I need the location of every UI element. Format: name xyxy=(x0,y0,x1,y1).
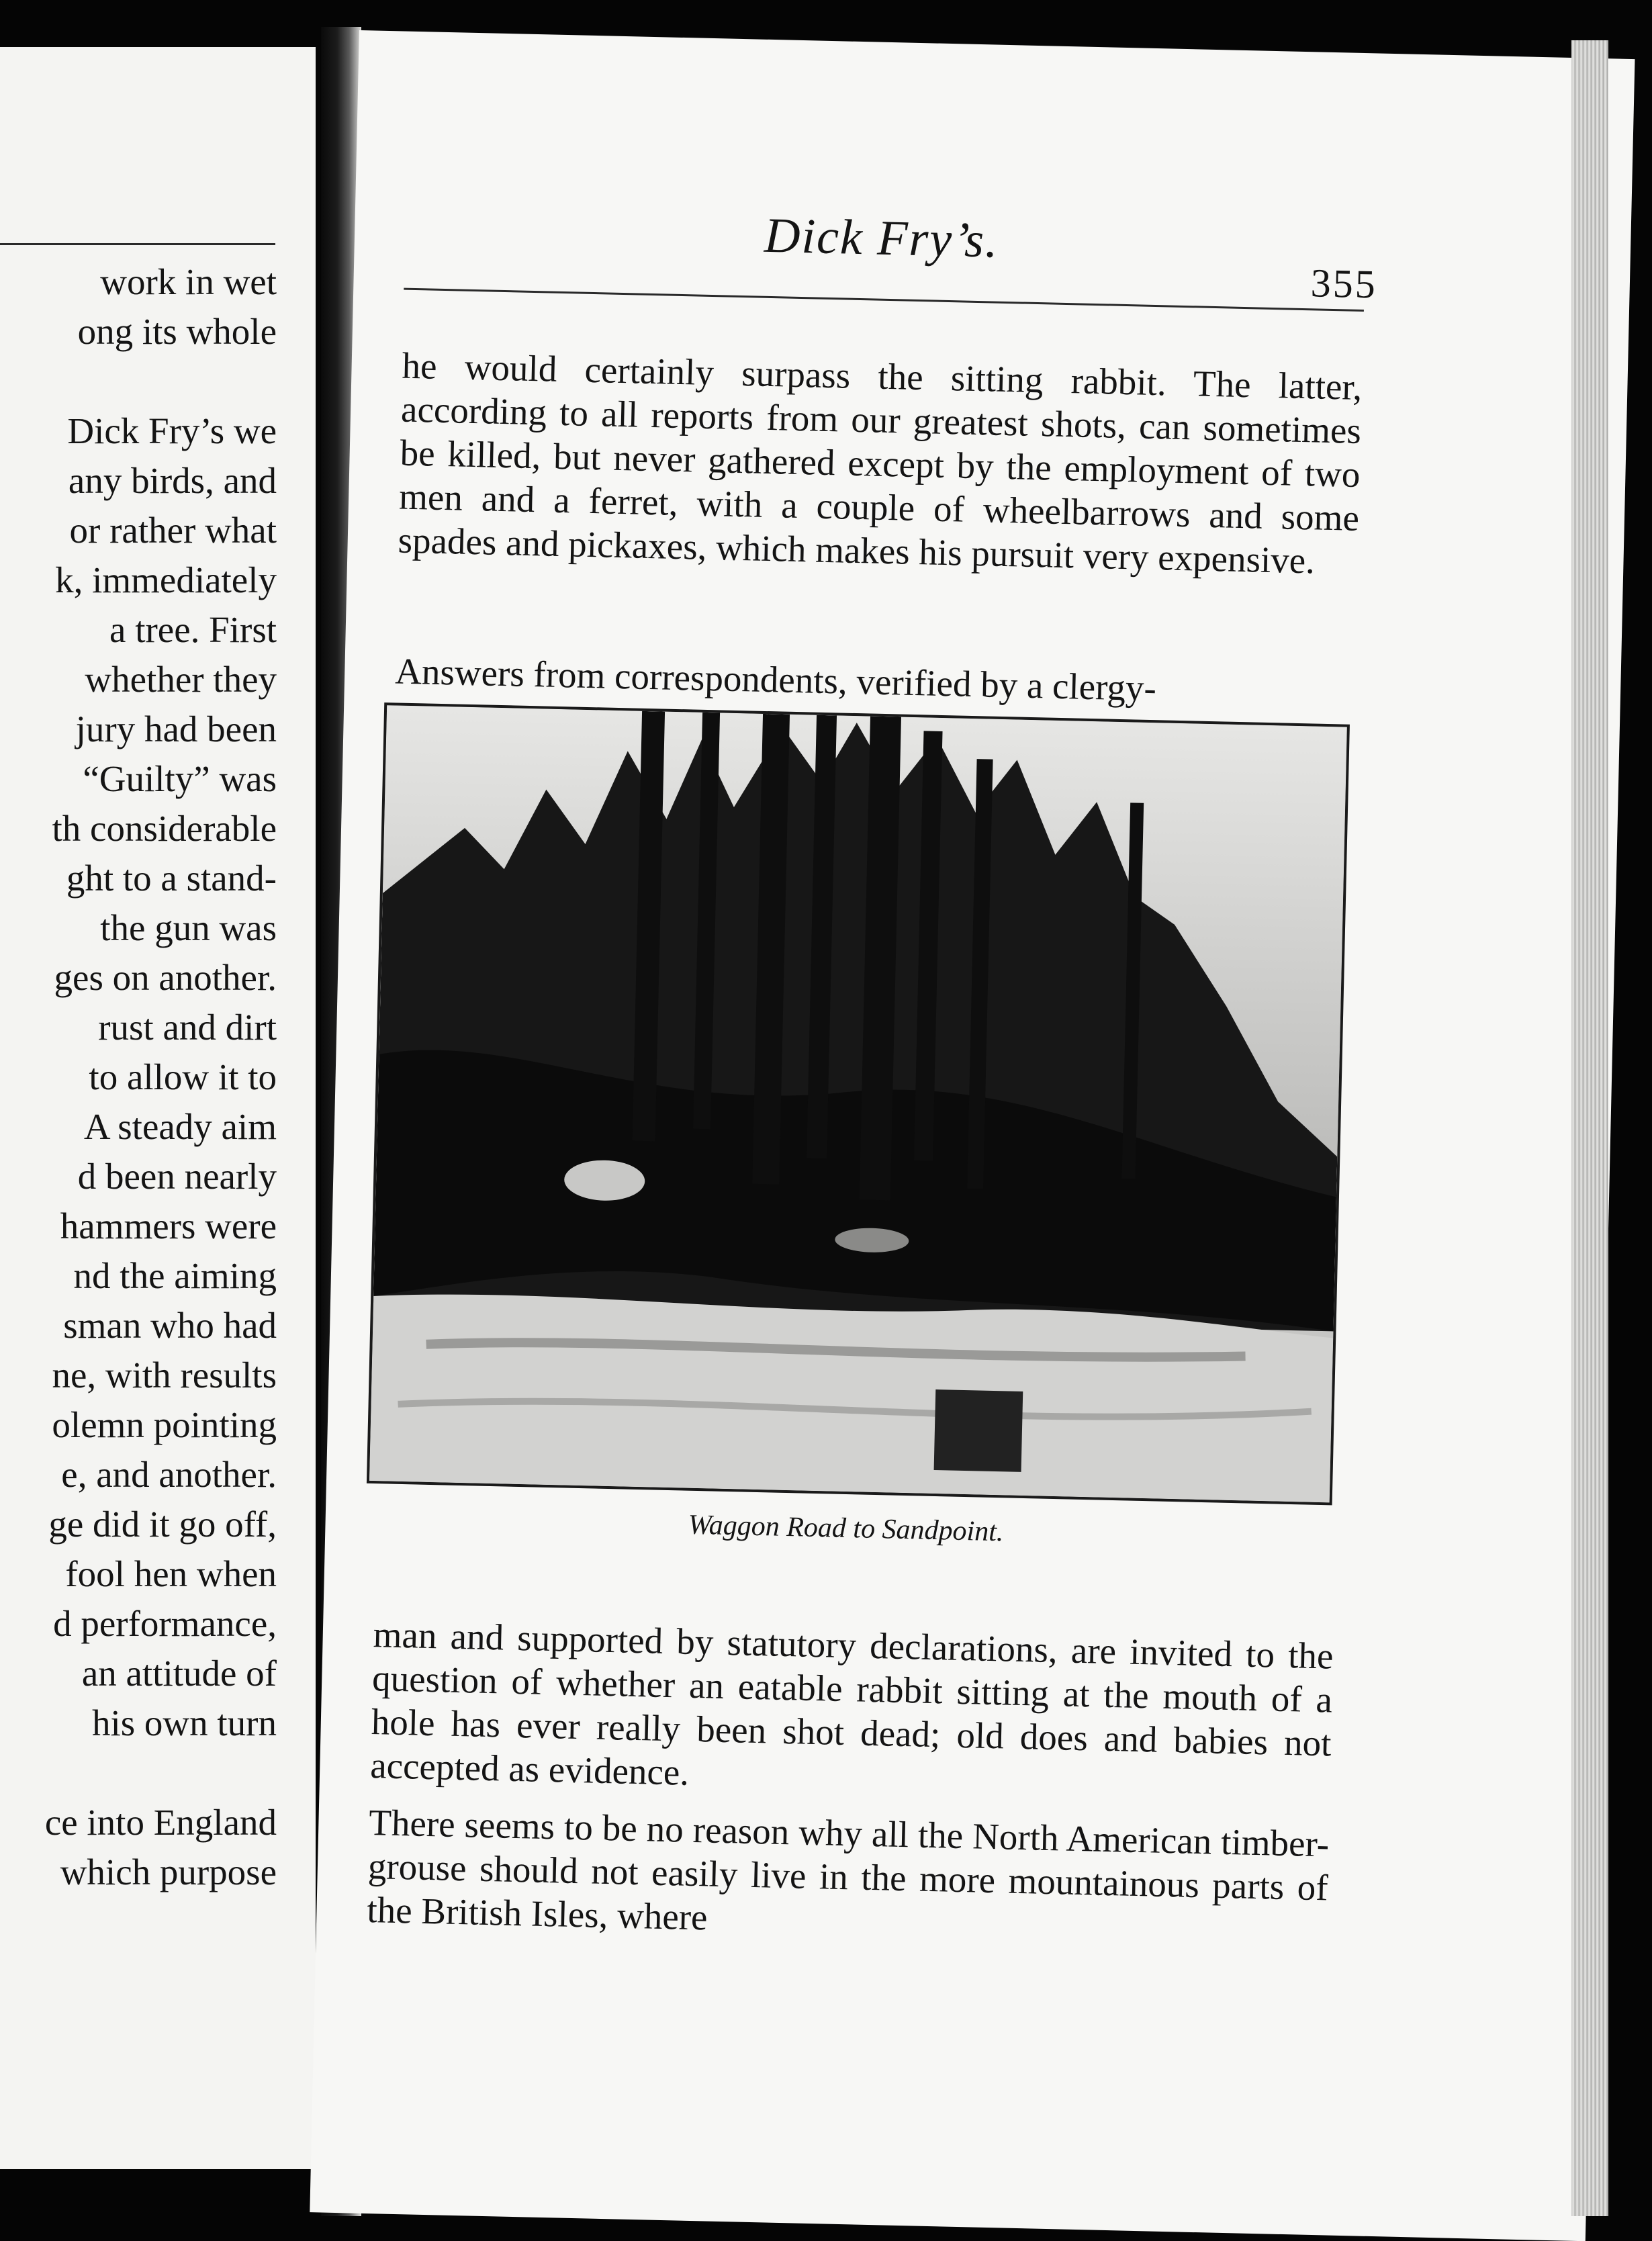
left-page-line: the gun was xyxy=(100,907,277,948)
left-page-line: an attitude of xyxy=(81,1653,277,1694)
left-page-line: ge did it go off, xyxy=(48,1504,277,1545)
running-head: Dick Fry’s. xyxy=(764,208,1000,269)
left-page-line: d been nearly xyxy=(77,1156,277,1197)
left-page-line: d performance, xyxy=(53,1603,277,1644)
left-page-line: k, immediately xyxy=(55,559,277,600)
left-page-line: Dick Fry’s we xyxy=(67,410,277,451)
left-page-line: fool hen when xyxy=(65,1553,277,1594)
left-page-line: nd the aiming xyxy=(73,1255,277,1296)
left-page-line: work in wet xyxy=(100,261,277,302)
left-page-line: hammers were xyxy=(60,1205,277,1246)
paragraph-top-text: he would certainly surpass the sitting rabbit. The latter, according to all reports from our greatest shots, can sometimes be killed, but never gathered except by the employment of two men and a ferret, with a couple of wheelbarrows and some spades and pickaxes, which makes his pursuit very expensive. xyxy=(398,345,1363,582)
right-page xyxy=(310,30,1635,2241)
left-page-line: th considerable xyxy=(52,808,277,849)
left-page-line: whether they xyxy=(85,659,277,700)
left-page xyxy=(0,47,316,2169)
left-page-line: A steady aim xyxy=(83,1106,277,1147)
left-page-line: “Guilty” was xyxy=(83,758,277,799)
paragraph-last xyxy=(367,1757,1331,1953)
left-page-line: e, and another. xyxy=(61,1454,277,1495)
photograph-waggon-road xyxy=(367,702,1350,1505)
left-page-line: a tree. First xyxy=(109,609,277,650)
left-page-line: rust and dirt xyxy=(98,1007,277,1048)
left-page-line: ong its whole xyxy=(77,311,277,352)
left-page-line: his own turn xyxy=(92,1702,277,1743)
left-page-header-rule xyxy=(0,243,275,245)
left-page-line: ges on another. xyxy=(54,957,277,998)
left-page-line: sman who had xyxy=(63,1305,277,1346)
figure-caption: Waggon Road to Sandpoint. xyxy=(688,1509,1004,1548)
page-edge-stack xyxy=(1571,40,1608,2216)
left-page-line: any birds, and xyxy=(68,460,277,501)
left-page-line: ght to a stand- xyxy=(66,858,277,899)
left-page-line: which purpose xyxy=(60,1851,277,1892)
paragraph-continued-text: man and supported by statutory declarations, are invited to the question of whether an eatable rabbit sitting at the mouth of a hole has ever really been shot dead; old does and babies not accepted as evidence. xyxy=(369,1614,1334,1793)
left-page-line: olemn pointing xyxy=(52,1404,277,1445)
paragraph-last-text: There seems to be no reason why all the North American timber-grouse should not easily live in the more mountainous parts of the British Isles, where xyxy=(366,1802,1330,1938)
left-page-line: jury had been xyxy=(75,708,277,749)
forest-photo-image xyxy=(369,705,1347,1502)
left-page-line: ne, with results xyxy=(52,1355,277,1396)
left-page-line: to allow it to xyxy=(89,1056,277,1097)
paragraph-answers-text: Answers from correspondents, verified by a clergy- xyxy=(394,650,1157,709)
left-page-line: ce into England xyxy=(44,1802,277,1843)
left-page-line: or rather what xyxy=(69,510,277,551)
paragraph-top xyxy=(398,300,1363,584)
page-number: 355 xyxy=(1310,261,1378,307)
paragraph-answers xyxy=(395,605,1357,714)
